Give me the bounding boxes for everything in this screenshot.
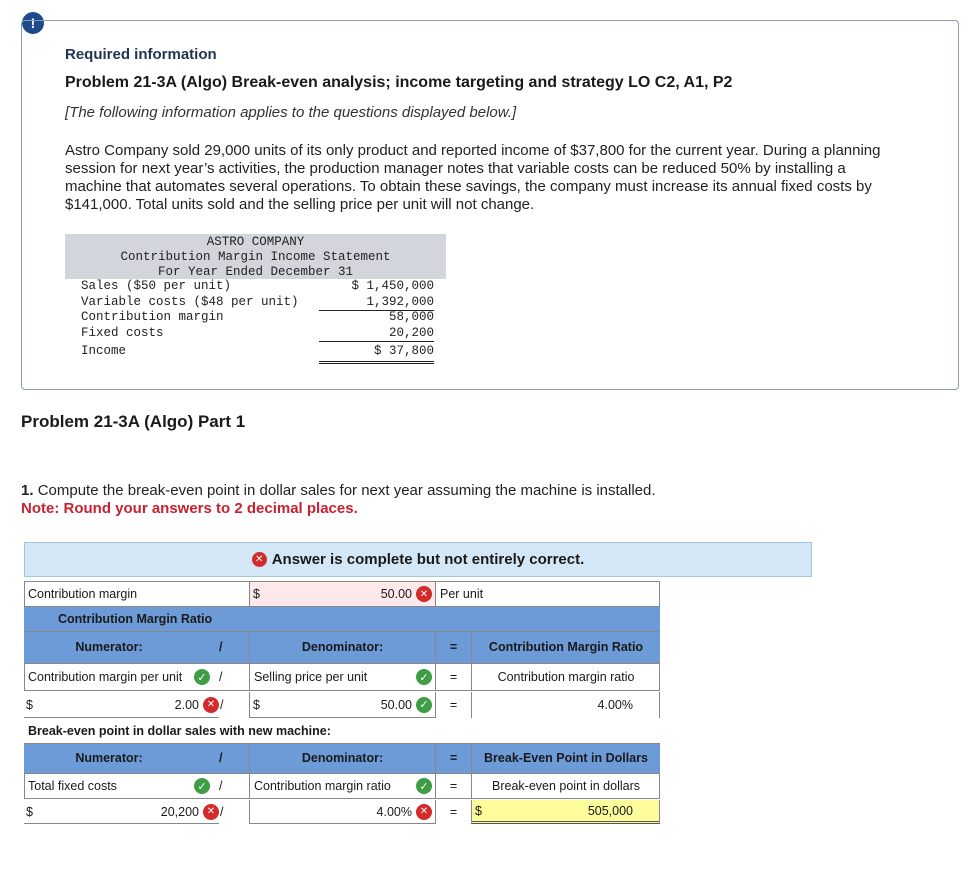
alert-icon: ! (22, 12, 44, 34)
cmr-den-label (249, 664, 435, 690)
row-label: Income (81, 344, 127, 358)
denominator-header: Denominator: (249, 631, 435, 663)
divide-sign: / (219, 779, 223, 793)
statement-row (65, 295, 446, 311)
bep-den-input[interactable] (249, 800, 435, 824)
divide-sign: / (220, 805, 224, 819)
dollar-sign: $ (475, 803, 482, 818)
row-label: Sales ($50 per unit) (81, 279, 232, 293)
incorrect-icon: ✕ (203, 697, 219, 713)
cmr-num-input[interactable] (24, 692, 219, 718)
row-label: Variable costs ($48 per unit) (81, 294, 299, 309)
statement-title: Contribution Margin Income Statement (120, 250, 391, 264)
correct-icon-cell (194, 773, 214, 799)
equals-header: = (435, 631, 471, 663)
dollar-sign: $ (253, 697, 260, 712)
part-title: Problem 21-3A (Algo) Part 1 (21, 412, 246, 431)
dollar-sign: $ (26, 697, 33, 712)
cmr-num-value: 2.00 (174, 697, 199, 712)
cm-input[interactable] (249, 582, 435, 606)
row-value: 1,392,000 (319, 295, 434, 311)
cmr-result-value: 4.00% (471, 692, 660, 718)
problem-paragraph: Astro Company sold 29,000 units of its only product and reported income of $37,800 for the current year. During a planning session for next year’s activities, the production manager notes that variable costs can be reduced 50% by installing a machine that automates several operations. To obtain these savings, the company must increase its annual fixed costs by $141,000. Total units sold and the selling price per unit will not change. (65, 142, 881, 213)
rounding-note: Note: Round your answers to 2 decimal places. (21, 500, 358, 517)
bep-result-header: Break-Even Point in Dollars (471, 743, 660, 773)
correct-icon: ✓ (194, 778, 210, 794)
equals-sign: = (435, 692, 471, 718)
divide-header: / (219, 751, 223, 765)
answer-status-banner (24, 542, 812, 577)
question-body: Compute the break-even point in dollar sales for next year assuming the machine is installed. (37, 482, 656, 499)
divide-header: / (219, 640, 223, 654)
correct-icon: ✓ (194, 669, 210, 685)
incorrect-icon: ✕ (252, 552, 267, 567)
answer-status-text: Answer is complete but not entirely correct. (271, 551, 585, 568)
required-info-heading: Required information (65, 46, 217, 63)
bep-num-value: 20,200 (160, 804, 199, 819)
numerator-header: Numerator: (75, 751, 143, 765)
correct-icon-cell (194, 663, 214, 691)
row-label: Contribution margin (81, 310, 224, 324)
required-information-panel (21, 20, 959, 390)
bep-result-value-cell (471, 800, 660, 824)
cmr-res-label: Contribution margin ratio (471, 664, 660, 690)
dollar-sign: $ (26, 804, 33, 819)
cmr-result-header: Contribution Margin Ratio (471, 631, 660, 663)
correct-icon: ✓ (416, 697, 432, 713)
applies-note: [The following information applies to the questions displayed below.] (65, 104, 517, 121)
bep-result-value: 505,000 (587, 803, 633, 818)
incorrect-icon: ✕ (416, 804, 432, 820)
incorrect-icon: ✕ (416, 586, 432, 602)
divide-sign: / (220, 698, 224, 712)
statement-header (65, 234, 446, 279)
correct-icon: ✓ (416, 669, 432, 685)
question-text (21, 482, 656, 499)
cm-label: Contribution margin (28, 587, 138, 601)
dollar-sign: $ (253, 587, 260, 601)
income-statement (65, 234, 446, 361)
incorrect-icon: ✕ (203, 804, 219, 820)
denominator-header: Denominator: (249, 743, 435, 773)
statement-row (65, 279, 446, 295)
row-value: 58,000 (388, 310, 434, 324)
equals-sign: = (435, 774, 471, 798)
correct-icon: ✓ (416, 778, 432, 794)
row-label: Fixed costs (81, 325, 164, 340)
statement-row (65, 341, 446, 361)
bep-den-value: 4.00% (376, 804, 412, 819)
row-value: 20,200 (319, 326, 434, 342)
bep-den-label-text: Contribution margin ratio (254, 779, 391, 793)
statement-row (65, 310, 446, 326)
bep-num-input[interactable] (24, 800, 219, 824)
row-value: $ 37,800 (319, 341, 434, 364)
bep-num-label: Total fixed costs (28, 779, 117, 793)
statement-row (65, 326, 446, 342)
problem-title: Problem 21-3A (Algo) Break-even analysis; income targeting and strategy LO C2, A1, P2 (65, 74, 733, 91)
statement-company: ASTRO COMPANY (206, 235, 305, 249)
equals-sign: = (435, 664, 471, 690)
equals-sign: = (435, 800, 471, 824)
cmr-section-header: Contribution Margin Ratio (24, 607, 660, 631)
numerator-header: Numerator: (75, 640, 143, 654)
cm-unit: Per unit (435, 582, 535, 606)
bep-section-header: Break-even point in dollar sales with new machine: (28, 724, 331, 738)
cmr-den-label-text: Selling price per unit (254, 670, 368, 684)
cmr-num-label: Contribution margin per unit (28, 670, 183, 684)
statement-period: For Year Ended December 31 (157, 265, 354, 279)
row-value: $ 1,450,000 (351, 279, 434, 293)
cmr-den-input[interactable] (249, 692, 435, 718)
cm-value: 50.00 (380, 587, 412, 601)
question-number: 1. (21, 482, 34, 499)
divide-sign: / (219, 670, 223, 684)
bep-den-label (249, 774, 435, 798)
bep-res-label: Break-even point in dollars (471, 774, 660, 798)
cmr-den-value: 50.00 (380, 697, 412, 712)
equals-header: = (435, 743, 471, 773)
